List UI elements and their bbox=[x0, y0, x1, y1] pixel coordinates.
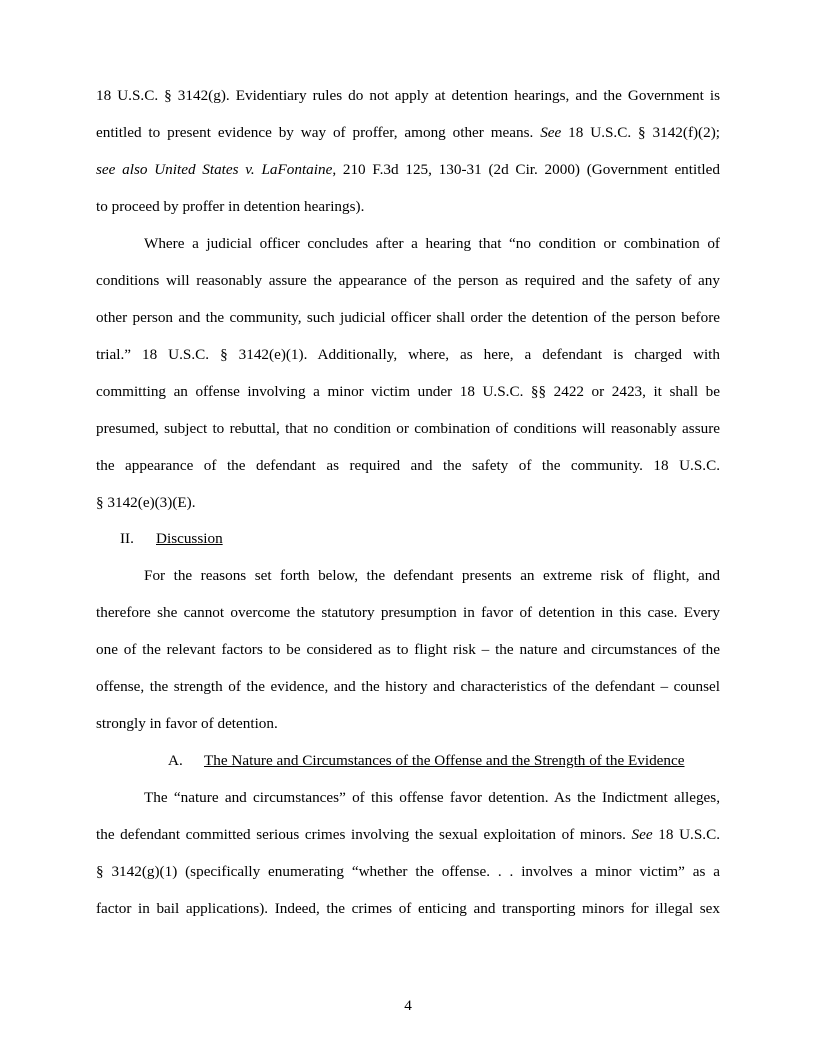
p1-line-2-c: 18 U.S.C. § 3142(f)(2); bbox=[561, 124, 720, 141]
section-ii-title: Discussion bbox=[156, 530, 223, 547]
section-a-heading bbox=[96, 751, 720, 771]
p1-line-2-see: See bbox=[540, 124, 562, 141]
p1-line-2-a: entitled to present evidence by way of proffer, among other means. bbox=[96, 124, 541, 141]
p4-line-2 bbox=[96, 825, 720, 845]
p3-line-5: strongly in favor of detention. bbox=[96, 715, 278, 732]
p3-line-2: therefore she cannot overcome the statutory presumption in favor of detention in this case. Every bbox=[96, 604, 720, 621]
p1-line-3-case: see also United States v. LaFontaine bbox=[96, 161, 333, 178]
section-ii-heading bbox=[96, 529, 720, 549]
p4-line-1: The “nature and circumstances” of this offense favor detention. As the Indictment alleges, bbox=[144, 789, 720, 806]
page-number: 4 bbox=[404, 997, 412, 1014]
p3-line-4: offense, the strength of the evidence, and the history and characteristics of the defendant – counsel bbox=[96, 678, 720, 695]
p3-line-3: one of the relevant factors to be considered as to flight risk – the nature and circumstances of the bbox=[96, 641, 720, 658]
section-ii-number: II. bbox=[120, 530, 134, 547]
p1-line-3 bbox=[96, 160, 720, 180]
p2-line-5: committing an offense involving a minor victim under 18 U.S.C. §§ 2422 or 2423, it shall be bbox=[96, 383, 720, 400]
p4-line-4: factor in bail applications). Indeed, the crimes of enticing and transporting minors for illegal sex bbox=[96, 900, 720, 917]
p2-line-7: the appearance of the defendant as required and the safety of the community. 18 U.S.C. bbox=[96, 457, 720, 474]
p4-line-2-a: the defendant committed serious crimes involving the sexual exploitation of minors. bbox=[96, 826, 632, 843]
p3-line-1: For the reasons set forth below, the defendant presents an extreme risk of flight, and bbox=[144, 567, 720, 584]
p1-line-2 bbox=[96, 123, 720, 143]
p1-line-1: 18 U.S.C. § 3142(g). Evidentiary rules do not apply at detention hearings, and the Government is bbox=[96, 87, 720, 104]
p2-line-6: presumed, subject to rebuttal, that no condition or combination of conditions will reasonably assure bbox=[96, 420, 720, 437]
p4-line-2-see: See bbox=[631, 826, 653, 843]
section-a-number: A. bbox=[168, 752, 183, 769]
p4-line-3: § 3142(g)(1) (specifically enumerating “whether the offense. . . involves a minor victim” as a bbox=[96, 863, 720, 880]
p2-line-1: Where a judicial officer concludes after a hearing that “no condition or combination of bbox=[144, 235, 720, 252]
p1-line-4: to proceed by proffer in detention hearings). bbox=[96, 198, 365, 215]
section-a-title: The Nature and Circumstances of the Offense and the Strength of the Evidence bbox=[204, 752, 685, 769]
p2-line-8: § 3142(e)(3)(E). bbox=[96, 494, 196, 511]
p1-line-3-b: , 210 F.3d 125, 130-31 (2d Cir. 2000) (Government entitled bbox=[332, 161, 720, 178]
p2-line-4: trial.” 18 U.S.C. § 3142(e)(1). Additionally, where, as here, a defendant is charged with bbox=[96, 346, 720, 363]
p2-line-2: conditions will reasonably assure the appearance of the person as required and the safety of any bbox=[96, 272, 720, 289]
p2-line-3: other person and the community, such judicial officer shall order the detention of the person before bbox=[96, 309, 720, 326]
p4-line-2-c: 18 U.S.C. bbox=[652, 826, 721, 843]
